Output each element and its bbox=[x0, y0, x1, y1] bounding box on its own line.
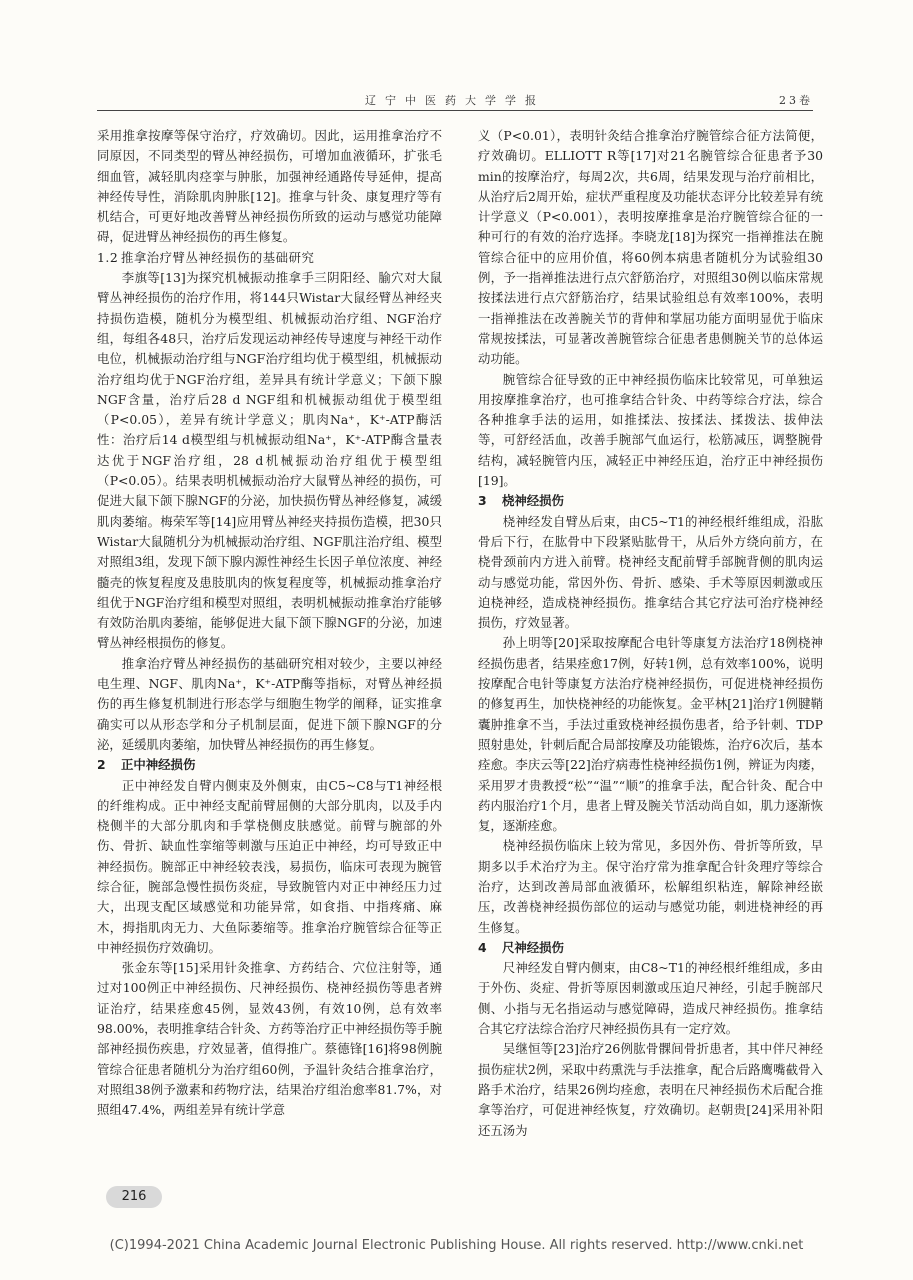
section-heading bbox=[478, 491, 823, 511]
copyright-footer: (C)1994-2021 China Academic Journal Electronic Publishing House. All rights reserved. http://www.cnki.net bbox=[109, 1238, 804, 1253]
section-number: 3 bbox=[478, 493, 487, 509]
paragraph: 桡神经发自臂丛后束，由C5~T1的神经根纤维组成，沿肱骨后下行，在肱骨中下段紧贴肱骨干，从后外方绕向前方，在桡骨颈前内方进入前臂。桡神经支配前臂手部腕背侧的肌肉运动与感觉功能，常因外伤、骨折、感染、手术等原因刺激或压迫桡神经，造成桡神经损伤。推拿结合其它疗法可治疗桡神经损伤，疗效显著。 bbox=[478, 513, 823, 631]
section-title: 推拿治疗臂丛神经损伤的基础研究 bbox=[121, 249, 315, 265]
right-column bbox=[478, 126, 823, 1141]
page-number: 216 bbox=[106, 1186, 162, 1208]
section-heading bbox=[478, 938, 823, 958]
paragraph: 推拿治疗臂丛神经损伤的基础研究相对较少，主要以神经电生理、NGF、肌肉Na⁺，K⁺-ATP酶等指标，对臂丛神经损伤的再生修复机制进行形态学与细胞生物学的阐释，证实推拿确实可以从形态学和分子机制层面，促进下颌下腺NGF的分泌，延缓肌肉萎缩，加快臂丛神经损伤的再生修复。 bbox=[97, 655, 442, 752]
section-title: 桡神经损伤 bbox=[502, 493, 564, 509]
paragraph: 采用推拿按摩等保守治疗，疗效确切。因此，运用推拿治疗不同原因，不同类型的臂丛神经损伤，可增加血液循环，扩张毛细血管，减轻肌肉痉挛与肿胀，加强神经通路传导延伸，提高神经传导性，消除肌肉肿胀[12]。推拿与针灸、康复理疗等有机结合，可更好地改善臂丛神经损伤所致的运动与感觉功能障碍，促进臂丛神经损伤的再生修复。 bbox=[97, 128, 442, 245]
section-title: 正中神经损伤 bbox=[121, 757, 196, 773]
section-heading bbox=[97, 248, 442, 268]
paragraph: 张金东等[15]采用针灸推拿、方药结合、穴位注射等，通过对100例正中神经损伤、尺神经损伤、桡神经损伤等患者辨证治疗，结果痊愈45例，显效43例，有效10例，总有效率98.00%，表明推拿结合针灸、方药等治疗正中神经损伤等手腕部神经损伤疾患，疗效显著，值得推广。蔡德锋[16]将98例腕管综合征患者随机分为治疗组60例，予温针灸结合推拿治疗，对照组38例予激素和药物疗法，结果治疗组治愈率81.7%，对照组47.4%，两组差异有统计学意 bbox=[97, 960, 442, 1118]
paragraph: 尺神经发自臂内侧束，由C8~T1的神经根纤维组成，多由于外伤、炎症、骨折等原因刺激或压迫尺神经，引起手腕部尺侧、小指与无名指运动与感觉障碍，造成尺神经损伤。推拿结合其它疗法综合治疗尺神经损伤具有一定疗效。 bbox=[478, 960, 823, 1037]
paragraph: 吴继恒等[23]治疗26例肱骨髁间骨折患者，其中伴尺神经损伤症状2例，采取中药熏洗与手法推拿，配合后路鹰嘴截骨入路手术治疗，结果26例均痊愈，表明在尺神经损伤术后配合推拿等治疗，可促进神经恢复，疗效确切。赵朝贵[24]采用补阳还五汤为 bbox=[478, 1041, 823, 1138]
section-heading bbox=[97, 755, 442, 775]
left-column bbox=[97, 126, 442, 1121]
volume-label: 23卷 bbox=[779, 94, 813, 107]
paragraph: 正中神经发自臂内侧束及外侧束，由C5~C8与T1神经根的纤维构成。正中神经支配前臂屈侧的大部分肌肉，以及手内桡侧半的大部分肌肉和手掌桡侧皮肤感觉。前臂与腕部的外伤、骨折、缺血性挛缩等刺激与压迫正中神经，均可导致正中神经损伤。腕部正中神经较表浅，易损伤，临床可表现为腕管综合征，腕部急慢性损伤炎症，导致腕管内对正中神经压力过大，出现支配区域感觉和功能异常，如食指、中指疼痛、麻木，拇指肌肉无力、大鱼际萎缩等。推拿治疗腕管综合征等正中神经损伤疗效确切。 bbox=[97, 777, 442, 955]
section-number: 1.2 bbox=[97, 249, 119, 265]
paragraph: 腕管综合征导致的正中神经损伤临床比较常见，可单独运用按摩推拿治疗，也可推拿结合针灸、中药等综合疗法，综合各种推拿手法的运用，如推揉法、按揉法、揉拨法、拔伸法等，可舒经活血，改善手腕部气血运行，松筋减压，调整腕骨结构，减轻腕管内压，减轻正中神经压迫，治疗正中神经损伤[19]。 bbox=[478, 371, 823, 489]
paragraph: 桡神经损伤临床上较为常见，多因外伤、骨折等所致，早期多以手术治疗为主。保守治疗常为推拿配合针灸理疗等综合治疗，达到改善局部血液循环，松解组织粘连，解除神经嵌压，改善桡神经损伤部位的运动与感觉功能，刺进桡神经的再生修复。 bbox=[478, 838, 823, 935]
paragraph: 孙上明等[20]采取按摩配合电针等康复方法治疗18例桡神经损伤患者，结果痊愈17例，好转1例，总有效率100%，说明按摩配合电针等康复方法治疗桡神经损伤，可促进桡神经损伤的修复再生，加快桡神经的功能恢复。金平林[21]治疗1例腱鞘囊肿推拿不当，手法过重致桡神经损伤患者，给予针刺、TDP照射患处，针刺后配合局部按摩及功能锻炼，治疗6次后，基本痊愈。李庆云等[22]治疗病毒性桡神经损伤1例，辨证为肉痿，采用罗才贵教授“松”“温”“顺”的推拿手法，配合针灸、配合中药内服治疗1个月，患者上臂及腕关节活动尚自如，肌力逐渐恢复，逐渐痊愈。 bbox=[478, 635, 823, 834]
journal-title: 辽宁中医药大学学报 bbox=[365, 94, 545, 107]
paragraph: 义（P<0.01），表明针灸结合推拿治疗腕管综合征方法简便，疗效确切。ELLIOTT R等[17]对21名腕管综合征患者予30 min的按摩治疗，每周2次，共6周，结果发现与治疗前相比，从治疗后2周开始，症状严重程度及功能状态评分比较差异有统计学意义（P<0.001），表明按摩推拿是治疗腕管综合征的一种可行的有效的治疗选择。李晓龙[18]为探究一指禅推法在腕管综合征中的应用价值，将60例本病患者随机分为试验组30例，予一指禅推法进行点穴舒筋治疗，对照组30例以临床常规按揉法进行点穴舒筋治疗，结果试验组总有效率100%，表明一指禅推法在改善腕关节的背伸和掌屈功能方面明显优于临床常规按揉法，可显著改善腕管综合征患者患侧腕关节的总体运动功能。 bbox=[478, 128, 823, 367]
section-number: 4 bbox=[478, 939, 487, 955]
paragraph: 李旗等[13]为探究机械振动推拿手三阴阳经、腧穴对大鼠臂丛神经损伤的治疗作用，将144只Wistar大鼠经臂丛神经夹持损伤造模，随机分为模型组、机械振动治疗组、NGF治疗组，每组各48只，治疗后发现运动神经传导速度与神经干动作电位，机械振动治疗组与NGF治疗组均优于模型组，机械振动治疗组均优于NGF治疗组，差异具有统计学意义；下颌下腺NGF含量，治疗后28 d NGF组和机械振动组优于模型组（P<0.05），差异有统计学意义；肌肉Na⁺，K⁺-ATP酶活性：治疗后14 d模型组与机械振动组Na⁺，K⁺-ATP酶含量表达优于NGF治疗组，28 d机械振动治疗组优于模型组（P<0.05）。结果表明机械振动治疗大鼠臂丛神经的损伤，可促进大鼠下颌下腺NGF的分泌，加快损伤臂丛神经修复，减缓肌肉萎缩。梅荣军等[14]应用臂丛神经夹持损伤造模，把30只Wistar大鼠随机分为机械振动治疗组、NGF肌注治疗组、模型对照组3组，发现下颌下腺内源性神经生长因子单位浓度、神经髓壳的恢复程度及患肢肌肉的恢复程度等，机械振动推拿治疗组优于NGF治疗组和模型对照组，表明机械振动推拿治疗能够有效防治肌肉萎缩，能够促进大鼠下颌下腺NGF的分泌，加速臂丛神经根损伤的修复。 bbox=[97, 270, 442, 651]
section-title: 尺神经损伤 bbox=[502, 939, 564, 955]
running-header bbox=[97, 92, 813, 111]
section-number: 2 bbox=[97, 757, 106, 773]
